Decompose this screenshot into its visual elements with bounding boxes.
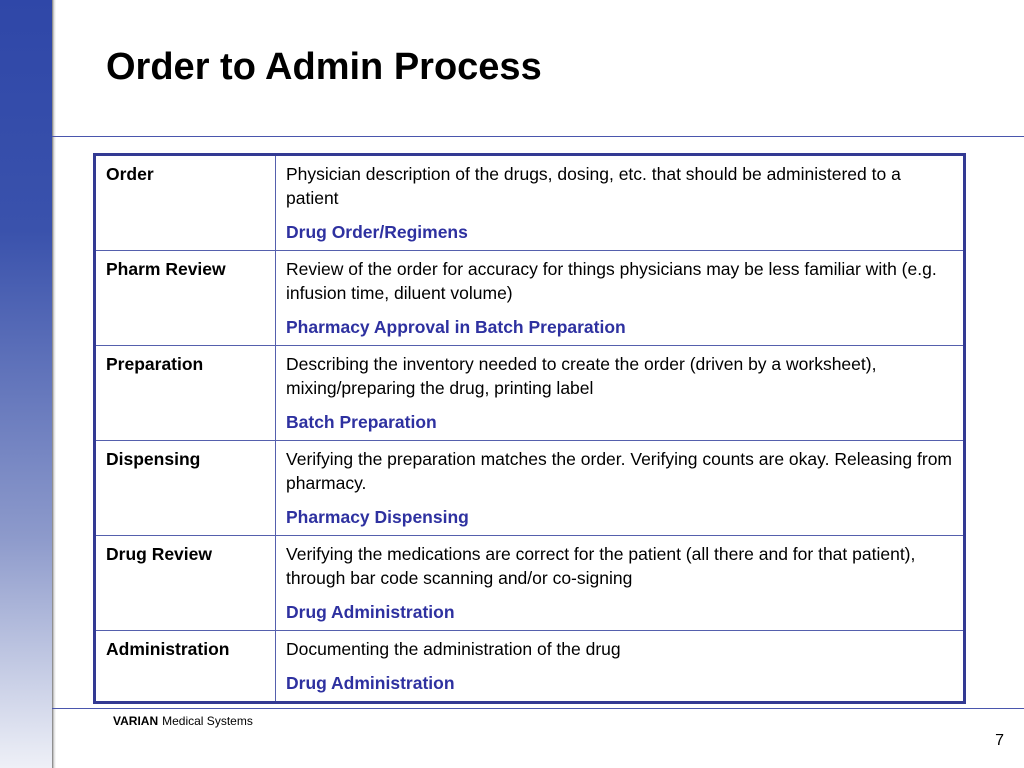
step-description: Documenting the administration of the drug [286, 639, 621, 659]
description-cell [276, 251, 965, 346]
sidebar-gradient [0, 0, 52, 768]
footer-divider [52, 708, 1024, 709]
module-name: Drug Order/Regimens [286, 222, 468, 242]
module-name: Drug Administration [286, 602, 455, 622]
footer-text: Medical Systems [162, 714, 253, 728]
table-row [95, 346, 965, 441]
step-label: Dispensing [106, 449, 201, 469]
step-cell [95, 536, 276, 631]
module-name: Pharmacy Dispensing [286, 507, 469, 527]
page-number: 7 [995, 732, 1004, 749]
slide-title: Order to Admin Process [106, 46, 542, 88]
step-description: Physician description of the drugs, dosing, etc. that should be administered to a patient [286, 164, 901, 208]
module-name: Pharmacy Approval in Batch Preparation [286, 317, 626, 337]
description-cell [276, 536, 965, 631]
module-name: Drug Administration [286, 673, 455, 693]
description-cell [276, 346, 965, 441]
description-cell [276, 155, 965, 251]
sidebar-shadow [52, 0, 56, 768]
module-name: Batch Preparation [286, 412, 437, 432]
header-divider [52, 136, 1024, 137]
table-row [95, 251, 965, 346]
table-row [95, 441, 965, 536]
step-label: Order [106, 164, 154, 184]
step-cell [95, 251, 276, 346]
step-cell [95, 441, 276, 536]
step-label: Preparation [106, 354, 204, 374]
footer-brand: VARIAN [113, 714, 159, 728]
table-row [95, 631, 965, 703]
step-description: Describing the inventory needed to create the order (driven by a worksheet), mixing/preparing the drug, printing label [286, 354, 877, 398]
description-cell [276, 631, 965, 703]
process-table [93, 153, 966, 704]
step-label: Drug Review [106, 544, 212, 564]
table-row [95, 536, 965, 631]
step-cell [95, 155, 276, 251]
step-description: Review of the order for accuracy for things physicians may be less familiar with (e.g. infusion time, diluent volume) [286, 259, 937, 303]
step-label: Pharm Review [106, 259, 226, 279]
step-label: Administration [106, 639, 230, 659]
step-description: Verifying the preparation matches the order. Verifying counts are okay. Releasing from pharmacy. [286, 449, 953, 493]
step-cell [95, 631, 276, 703]
table-row [95, 155, 965, 251]
footer-logo [113, 714, 253, 728]
step-cell [95, 346, 276, 441]
step-description: Verifying the medications are correct for the patient (all there and for that patient), through bar code scanning and/or co-signing [286, 544, 916, 588]
description-cell [276, 441, 965, 536]
